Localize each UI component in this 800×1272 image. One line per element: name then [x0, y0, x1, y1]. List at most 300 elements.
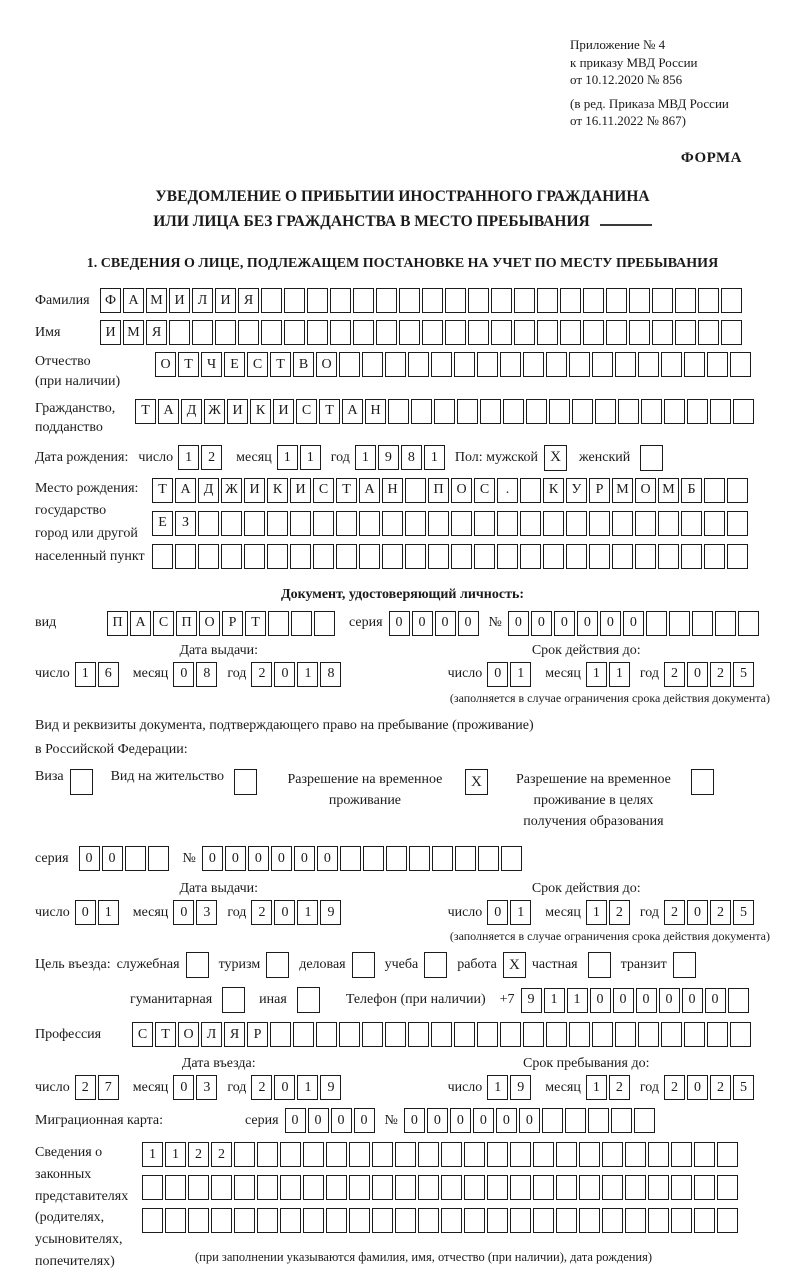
char-cell[interactable]: К — [250, 399, 271, 424]
char-cell[interactable]: И — [290, 478, 311, 503]
char-cell[interactable] — [314, 611, 335, 636]
char-cell[interactable]: 0 — [173, 1075, 194, 1100]
char-cell[interactable] — [372, 1208, 393, 1233]
char-cell[interactable] — [510, 1142, 531, 1167]
char-cell[interactable]: 1 — [355, 445, 376, 470]
char-cell[interactable]: 1 — [510, 662, 531, 687]
char-cell[interactable] — [336, 544, 357, 569]
char-cell[interactable] — [625, 1208, 646, 1233]
char-cell[interactable] — [543, 544, 564, 569]
char-cell[interactable]: О — [451, 478, 472, 503]
char-cell[interactable]: Т — [245, 611, 266, 636]
char-cell[interactable] — [359, 544, 380, 569]
char-cell[interactable] — [733, 399, 754, 424]
char-cell[interactable] — [721, 320, 742, 345]
char-cell[interactable] — [487, 1142, 508, 1167]
char-cell[interactable]: 0 — [271, 846, 292, 871]
char-cell[interactable]: И — [169, 288, 190, 313]
char-cell[interactable] — [579, 1175, 600, 1200]
char-cell[interactable]: 0 — [659, 988, 680, 1013]
char-cell[interactable] — [602, 1208, 623, 1233]
char-cell[interactable] — [474, 544, 495, 569]
char-cell[interactable] — [303, 1175, 324, 1200]
char-cell[interactable]: 0 — [590, 988, 611, 1013]
char-cell[interactable] — [629, 288, 650, 313]
char-cell[interactable] — [188, 1175, 209, 1200]
char-cell[interactable]: 2 — [251, 1075, 272, 1100]
char-cell[interactable]: 0 — [75, 900, 96, 925]
char-cell[interactable]: И — [100, 320, 121, 345]
char-cell[interactable] — [284, 288, 305, 313]
char-cell[interactable] — [684, 1022, 705, 1047]
char-cell[interactable]: 0 — [519, 1108, 540, 1133]
char-cell[interactable] — [125, 846, 146, 871]
char-cell[interactable]: С — [247, 352, 268, 377]
char-cell[interactable] — [510, 1208, 531, 1233]
char-cell[interactable] — [707, 1022, 728, 1047]
char-cell[interactable]: С — [313, 478, 334, 503]
char-cell[interactable] — [497, 544, 518, 569]
char-cell[interactable] — [664, 399, 685, 424]
char-cell[interactable] — [211, 1208, 232, 1233]
char-cell[interactable]: 2 — [75, 1075, 96, 1100]
char-cell[interactable] — [408, 352, 429, 377]
char-cell[interactable]: М — [123, 320, 144, 345]
char-cell[interactable] — [468, 320, 489, 345]
char-cell[interactable]: 2 — [251, 662, 272, 687]
char-cell[interactable] — [340, 846, 361, 871]
char-cell[interactable] — [537, 320, 558, 345]
char-cell[interactable] — [566, 544, 587, 569]
char-cell[interactable]: 2 — [710, 1075, 731, 1100]
char-cell[interactable]: . — [497, 478, 518, 503]
char-cell[interactable]: М — [612, 478, 633, 503]
char-cell[interactable]: Б — [681, 478, 702, 503]
char-cell[interactable] — [569, 1022, 590, 1047]
char-cell[interactable] — [629, 320, 650, 345]
char-cell[interactable]: 8 — [320, 662, 341, 687]
char-cell[interactable]: 1 — [586, 900, 607, 925]
char-cell[interactable] — [280, 1142, 301, 1167]
char-cell[interactable]: 1 — [510, 900, 531, 925]
char-cell[interactable] — [589, 544, 610, 569]
char-cell[interactable] — [441, 1175, 462, 1200]
char-cell[interactable]: 1 — [586, 1075, 607, 1100]
char-cell[interactable]: И — [244, 478, 265, 503]
char-cell[interactable] — [290, 544, 311, 569]
char-cell[interactable] — [500, 352, 521, 377]
char-cell[interactable]: Я — [146, 320, 167, 345]
char-cell[interactable]: И — [273, 399, 294, 424]
char-cell[interactable]: 1 — [424, 445, 445, 470]
char-cell[interactable] — [717, 1142, 738, 1167]
char-cell[interactable] — [382, 511, 403, 536]
char-cell[interactable] — [615, 1022, 636, 1047]
char-cell[interactable] — [533, 1142, 554, 1167]
purpose-humanitarian-checkbox[interactable] — [222, 987, 245, 1013]
char-cell[interactable]: 0 — [404, 1108, 425, 1133]
char-cell[interactable]: Е — [224, 352, 245, 377]
char-cell[interactable] — [399, 288, 420, 313]
char-cell[interactable] — [694, 1208, 715, 1233]
char-cell[interactable] — [648, 1208, 669, 1233]
char-cell[interactable] — [284, 320, 305, 345]
char-cell[interactable] — [491, 320, 512, 345]
char-cell[interactable] — [405, 544, 426, 569]
char-cell[interactable] — [707, 352, 728, 377]
char-cell[interactable] — [165, 1175, 186, 1200]
char-cell[interactable]: Т — [178, 352, 199, 377]
char-cell[interactable] — [569, 352, 590, 377]
char-cell[interactable] — [560, 288, 581, 313]
char-cell[interactable] — [405, 478, 426, 503]
char-cell[interactable]: 2 — [211, 1142, 232, 1167]
char-cell[interactable] — [579, 1142, 600, 1167]
char-cell[interactable]: О — [155, 352, 176, 377]
char-cell[interactable] — [612, 544, 633, 569]
char-cell[interactable] — [648, 1175, 669, 1200]
char-cell[interactable] — [658, 511, 679, 536]
char-cell[interactable] — [615, 352, 636, 377]
char-cell[interactable]: 0 — [623, 611, 644, 636]
char-cell[interactable]: Я — [224, 1022, 245, 1047]
char-cell[interactable]: А — [359, 478, 380, 503]
char-cell[interactable] — [326, 1142, 347, 1167]
char-cell[interactable]: 0 — [102, 846, 123, 871]
char-cell[interactable]: 5 — [733, 662, 754, 687]
char-cell[interactable] — [293, 1022, 314, 1047]
char-cell[interactable]: 0 — [450, 1108, 471, 1133]
char-cell[interactable]: 1 — [277, 445, 298, 470]
char-cell[interactable] — [727, 478, 748, 503]
char-cell[interactable] — [727, 544, 748, 569]
char-cell[interactable]: Д — [181, 399, 202, 424]
char-cell[interactable] — [464, 1208, 485, 1233]
char-cell[interactable]: 1 — [297, 662, 318, 687]
char-cell[interactable]: З — [175, 511, 196, 536]
char-cell[interactable] — [234, 1175, 255, 1200]
char-cell[interactable]: А — [130, 611, 151, 636]
char-cell[interactable] — [372, 1175, 393, 1200]
char-cell[interactable]: 9 — [521, 988, 542, 1013]
char-cell[interactable] — [646, 611, 667, 636]
char-cell[interactable] — [313, 511, 334, 536]
char-cell[interactable] — [589, 511, 610, 536]
char-cell[interactable] — [188, 1208, 209, 1233]
char-cell[interactable] — [409, 846, 430, 871]
char-cell[interactable] — [428, 511, 449, 536]
char-cell[interactable] — [694, 1175, 715, 1200]
char-cell[interactable]: Т — [135, 399, 156, 424]
char-cell[interactable] — [704, 544, 725, 569]
char-cell[interactable] — [441, 1142, 462, 1167]
char-cell[interactable] — [165, 1208, 186, 1233]
char-cell[interactable]: О — [316, 352, 337, 377]
char-cell[interactable] — [612, 511, 633, 536]
char-cell[interactable]: П — [176, 611, 197, 636]
char-cell[interactable] — [641, 399, 662, 424]
char-cell[interactable]: Ж — [221, 478, 242, 503]
char-cell[interactable]: 0 — [412, 611, 433, 636]
char-cell[interactable] — [303, 1208, 324, 1233]
char-cell[interactable]: 1 — [586, 662, 607, 687]
char-cell[interactable]: 0 — [202, 846, 223, 871]
char-cell[interactable] — [503, 399, 524, 424]
char-cell[interactable] — [618, 399, 639, 424]
char-cell[interactable] — [658, 544, 679, 569]
char-cell[interactable]: 2 — [201, 445, 222, 470]
char-cell[interactable] — [238, 320, 259, 345]
char-cell[interactable] — [148, 846, 169, 871]
char-cell[interactable] — [715, 611, 736, 636]
char-cell[interactable] — [556, 1208, 577, 1233]
char-cell[interactable] — [441, 1208, 462, 1233]
char-cell[interactable] — [307, 288, 328, 313]
char-cell[interactable]: Д — [198, 478, 219, 503]
char-cell[interactable] — [408, 1022, 429, 1047]
char-cell[interactable]: 0 — [274, 1075, 295, 1100]
char-cell[interactable] — [257, 1208, 278, 1233]
char-cell[interactable] — [330, 288, 351, 313]
char-cell[interactable] — [487, 1208, 508, 1233]
char-cell[interactable] — [175, 544, 196, 569]
char-cell[interactable]: 1 — [178, 445, 199, 470]
char-cell[interactable] — [418, 1175, 439, 1200]
char-cell[interactable] — [464, 1175, 485, 1200]
char-cell[interactable] — [221, 544, 242, 569]
char-cell[interactable] — [606, 320, 627, 345]
purpose-other-checkbox[interactable] — [297, 987, 320, 1013]
char-cell[interactable]: 1 — [567, 988, 588, 1013]
char-cell[interactable] — [395, 1175, 416, 1200]
char-cell[interactable] — [221, 511, 242, 536]
char-cell[interactable]: 8 — [401, 445, 422, 470]
char-cell[interactable] — [261, 288, 282, 313]
char-cell[interactable]: С — [296, 399, 317, 424]
char-cell[interactable] — [501, 846, 522, 871]
char-cell[interactable] — [457, 399, 478, 424]
char-cell[interactable]: 9 — [320, 1075, 341, 1100]
char-cell[interactable] — [533, 1175, 554, 1200]
char-cell[interactable] — [669, 611, 690, 636]
char-cell[interactable] — [336, 511, 357, 536]
char-cell[interactable]: Е — [152, 511, 173, 536]
purpose-transit-checkbox[interactable] — [673, 952, 696, 978]
char-cell[interactable]: С — [153, 611, 174, 636]
char-cell[interactable] — [592, 1022, 613, 1047]
char-cell[interactable]: 0 — [294, 846, 315, 871]
char-cell[interactable] — [477, 1022, 498, 1047]
temp-residence-education-checkbox[interactable] — [691, 769, 714, 795]
char-cell[interactable] — [520, 478, 541, 503]
char-cell[interactable] — [520, 511, 541, 536]
char-cell[interactable]: 0 — [225, 846, 246, 871]
char-cell[interactable] — [478, 846, 499, 871]
char-cell[interactable]: 0 — [531, 611, 552, 636]
char-cell[interactable]: Ф — [100, 288, 121, 313]
char-cell[interactable] — [422, 288, 443, 313]
char-cell[interactable] — [280, 1208, 301, 1233]
char-cell[interactable]: И — [227, 399, 248, 424]
char-cell[interactable]: Т — [319, 399, 340, 424]
char-cell[interactable]: 3 — [196, 900, 217, 925]
char-cell[interactable] — [330, 320, 351, 345]
char-cell[interactable] — [257, 1175, 278, 1200]
char-cell[interactable]: 0 — [687, 1075, 708, 1100]
char-cell[interactable] — [244, 511, 265, 536]
char-cell[interactable] — [480, 399, 501, 424]
char-cell[interactable] — [385, 1022, 406, 1047]
char-cell[interactable]: Р — [247, 1022, 268, 1047]
char-cell[interactable]: Т — [155, 1022, 176, 1047]
char-cell[interactable]: В — [293, 352, 314, 377]
char-cell[interactable]: Р — [589, 478, 610, 503]
char-cell[interactable]: 9 — [320, 900, 341, 925]
char-cell[interactable] — [579, 1208, 600, 1233]
char-cell[interactable]: 0 — [487, 900, 508, 925]
char-cell[interactable]: А — [175, 478, 196, 503]
char-cell[interactable] — [399, 320, 420, 345]
char-cell[interactable] — [675, 320, 696, 345]
char-cell[interactable]: 9 — [510, 1075, 531, 1100]
char-cell[interactable] — [395, 1142, 416, 1167]
char-cell[interactable]: 0 — [496, 1108, 517, 1133]
char-cell[interactable] — [395, 1208, 416, 1233]
char-cell[interactable] — [556, 1142, 577, 1167]
char-cell[interactable]: 2 — [710, 900, 731, 925]
purpose-work-checkbox[interactable]: X — [503, 952, 526, 978]
char-cell[interactable] — [388, 399, 409, 424]
char-cell[interactable]: 2 — [710, 662, 731, 687]
char-cell[interactable]: Ж — [204, 399, 225, 424]
char-cell[interactable]: 0 — [389, 611, 410, 636]
char-cell[interactable] — [385, 352, 406, 377]
char-cell[interactable] — [537, 288, 558, 313]
char-cell[interactable]: Л — [201, 1022, 222, 1047]
char-cell[interactable] — [432, 846, 453, 871]
char-cell[interactable] — [307, 320, 328, 345]
char-cell[interactable]: 0 — [705, 988, 726, 1013]
char-cell[interactable]: 0 — [636, 988, 657, 1013]
char-cell[interactable] — [267, 544, 288, 569]
char-cell[interactable] — [635, 511, 656, 536]
char-cell[interactable] — [362, 352, 383, 377]
char-cell[interactable]: 0 — [173, 900, 194, 925]
char-cell[interactable] — [497, 511, 518, 536]
char-cell[interactable]: Я — [238, 288, 259, 313]
char-cell[interactable]: О — [199, 611, 220, 636]
char-cell[interactable] — [566, 511, 587, 536]
char-cell[interactable] — [142, 1175, 163, 1200]
char-cell[interactable] — [661, 1022, 682, 1047]
char-cell[interactable] — [684, 352, 705, 377]
char-cell[interactable] — [565, 1108, 586, 1133]
char-cell[interactable]: М — [658, 478, 679, 503]
char-cell[interactable] — [542, 1108, 563, 1133]
char-cell[interactable] — [280, 1175, 301, 1200]
char-cell[interactable] — [422, 320, 443, 345]
char-cell[interactable] — [468, 288, 489, 313]
char-cell[interactable] — [728, 988, 749, 1013]
char-cell[interactable] — [428, 544, 449, 569]
char-cell[interactable] — [491, 288, 512, 313]
char-cell[interactable]: 2 — [609, 1075, 630, 1100]
char-cell[interactable] — [372, 1142, 393, 1167]
char-cell[interactable] — [464, 1142, 485, 1167]
char-cell[interactable] — [451, 511, 472, 536]
char-cell[interactable]: 1 — [297, 1075, 318, 1100]
char-cell[interactable] — [583, 320, 604, 345]
char-cell[interactable] — [611, 1108, 632, 1133]
purpose-tourism-checkbox[interactable] — [266, 952, 289, 978]
char-cell[interactable] — [652, 320, 673, 345]
char-cell[interactable]: 0 — [682, 988, 703, 1013]
char-cell[interactable] — [291, 611, 312, 636]
char-cell[interactable] — [648, 1142, 669, 1167]
char-cell[interactable]: 0 — [600, 611, 621, 636]
char-cell[interactable]: 0 — [458, 611, 479, 636]
char-cell[interactable]: 5 — [733, 900, 754, 925]
char-cell[interactable] — [638, 1022, 659, 1047]
char-cell[interactable]: 0 — [487, 662, 508, 687]
purpose-business-checkbox[interactable] — [352, 952, 375, 978]
char-cell[interactable]: П — [428, 478, 449, 503]
char-cell[interactable] — [694, 1142, 715, 1167]
char-cell[interactable] — [411, 399, 432, 424]
char-cell[interactable] — [625, 1142, 646, 1167]
char-cell[interactable] — [730, 1022, 751, 1047]
char-cell[interactable]: 1 — [75, 662, 96, 687]
char-cell[interactable]: 2 — [609, 900, 630, 925]
residence-permit-checkbox[interactable] — [234, 769, 257, 795]
char-cell[interactable]: С — [132, 1022, 153, 1047]
char-cell[interactable] — [454, 352, 475, 377]
char-cell[interactable]: 1 — [300, 445, 321, 470]
char-cell[interactable] — [234, 1208, 255, 1233]
char-cell[interactable] — [362, 1022, 383, 1047]
char-cell[interactable]: 2 — [664, 662, 685, 687]
char-cell[interactable] — [349, 1208, 370, 1233]
char-cell[interactable] — [681, 544, 702, 569]
purpose-private-checkbox[interactable] — [588, 952, 611, 978]
char-cell[interactable] — [142, 1208, 163, 1233]
char-cell[interactable]: 0 — [508, 611, 529, 636]
char-cell[interactable] — [326, 1208, 347, 1233]
char-cell[interactable] — [339, 1022, 360, 1047]
char-cell[interactable] — [526, 399, 547, 424]
char-cell[interactable] — [514, 320, 535, 345]
char-cell[interactable] — [635, 544, 656, 569]
char-cell[interactable]: 0 — [308, 1108, 329, 1133]
char-cell[interactable] — [602, 1142, 623, 1167]
char-cell[interactable]: 0 — [274, 662, 295, 687]
char-cell[interactable]: 1 — [142, 1142, 163, 1167]
char-cell[interactable] — [211, 1175, 232, 1200]
char-cell[interactable] — [681, 511, 702, 536]
char-cell[interactable]: Л — [192, 288, 213, 313]
char-cell[interactable] — [583, 288, 604, 313]
char-cell[interactable] — [290, 511, 311, 536]
char-cell[interactable] — [386, 846, 407, 871]
char-cell[interactable]: 0 — [317, 846, 338, 871]
char-cell[interactable] — [549, 399, 570, 424]
char-cell[interactable] — [445, 288, 466, 313]
char-cell[interactable] — [152, 544, 173, 569]
char-cell[interactable] — [730, 352, 751, 377]
gender-male-checkbox[interactable]: X — [544, 445, 567, 471]
char-cell[interactable] — [234, 1142, 255, 1167]
char-cell[interactable] — [704, 478, 725, 503]
